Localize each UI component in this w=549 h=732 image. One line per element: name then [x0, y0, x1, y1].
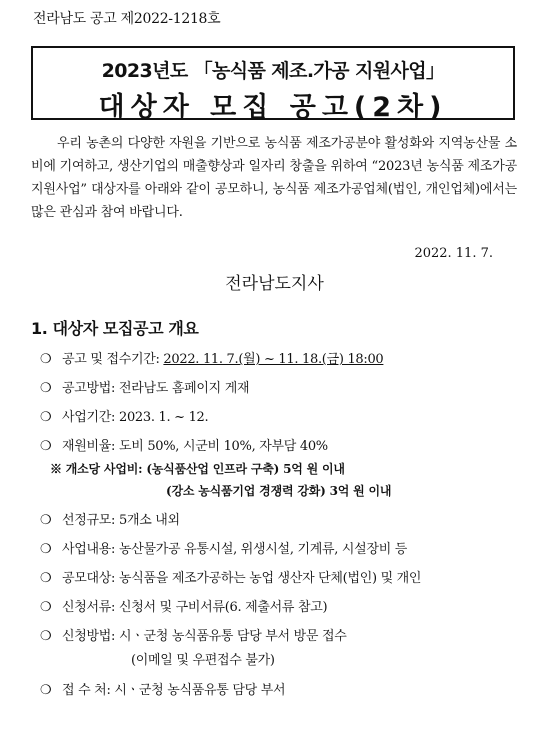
item-value: 농산물가공 유통시설, 위생시설, 기계류, 시설장비 등 [118, 542, 408, 557]
item-value: 전라남도 홈페이지 게재 [118, 381, 250, 396]
bullet-icon: ❍ [40, 542, 52, 557]
bullet-icon: ❍ [40, 439, 52, 454]
title-main: 2023년도 「농식품 제조.가공 지원사업」 [101, 60, 445, 82]
bullet-icon: ❍ [40, 629, 52, 644]
budget-note-line2: (강소 농식품기업 경쟁력 강화) 3억 원 이내 [166, 484, 392, 498]
bullet-icon: ❍ [40, 571, 52, 586]
list-item-project-content [40, 538, 407, 557]
item-label: 재원비율: [62, 439, 116, 454]
list-item-announcement-method [40, 377, 249, 396]
notice-reference-number: 전라남도 공고 제2022-1218호 [33, 11, 221, 27]
item-value: 2022. 11. 7.(월) ~ 11. 18.(금) 18:00 [163, 352, 384, 367]
list-item-documents [40, 596, 327, 615]
item-label: 사업내용: [62, 542, 116, 557]
intro-paragraph: 우리 농촌의 다양한 자원을 기반으로 농식품 제조가공분야 활성화와 지역농산물 소비에 기여하고, 생산기업의 매출향상과 일자리 창출을 위하여 “2023년 농식품 제조가공 지원사업” 대상자를 아래와 같이 공모하니, 농식품 제조가공업체(법인, 개인업체)에서는 많은 관심과 참여 바랍니다. [31, 136, 517, 220]
item-label: 신청방법: [62, 629, 116, 644]
list-item-eligibility [40, 567, 421, 586]
item-label: 선정규모: [62, 513, 116, 528]
issuer-name: 전라남도지사 [225, 274, 324, 294]
application-method-note: (이메일 및 우편접수 불가) [131, 653, 275, 668]
item-label: 공모대상: [62, 571, 116, 586]
item-value: 농식품을 제조가공하는 농업 생산자 단체(법인) 및 개인 [118, 571, 422, 586]
list-item-submission-office [40, 679, 285, 698]
item-label: 신청서류: [62, 600, 116, 615]
section-heading: 1. 대상자 모집공고 개요 [31, 319, 199, 338]
item-label: 접 수 처: [62, 683, 111, 698]
item-value: 시ㆍ군청 농식품유통 담당 부서 [114, 683, 286, 698]
title-sub: 대상자 모집 공고(2차) [98, 92, 448, 123]
list-item-application-period [40, 348, 383, 367]
list-item-project-period [40, 406, 208, 425]
bullet-icon: ❍ [40, 381, 52, 396]
budget-note-line1: ※ 개소당 사업비: (농식품산업 인프라 구축) 5억 원 이내 [50, 462, 345, 476]
bullet-icon: ❍ [40, 513, 52, 528]
bullet-icon: ❍ [40, 410, 52, 425]
list-item-selection-scale [40, 509, 180, 528]
title-box [31, 46, 515, 123]
item-label: 공고방법: [62, 381, 116, 396]
item-value: 2023. 1. ~ 12. [118, 410, 209, 425]
item-value: 신청서 및 구비서류(6. 제출서류 참고) [118, 600, 328, 615]
item-value: 시ㆍ군청 농식품유통 담당 부서 방문 접수 [118, 629, 347, 644]
list-item-application-method [40, 625, 347, 644]
item-label: 사업기간: [62, 410, 116, 425]
bullet-icon: ❍ [40, 352, 52, 367]
list-item-funding-ratio [40, 435, 328, 454]
bullet-icon: ❍ [40, 683, 52, 698]
bullet-icon: ❍ [40, 600, 52, 615]
item-value: 도비 50%, 시군비 10%, 자부담 40% [118, 439, 328, 454]
item-label: 공고 및 접수기간: [62, 352, 160, 367]
item-value: 5개소 내외 [118, 513, 180, 528]
notice-date: 2022. 11. 7. [414, 246, 493, 261]
